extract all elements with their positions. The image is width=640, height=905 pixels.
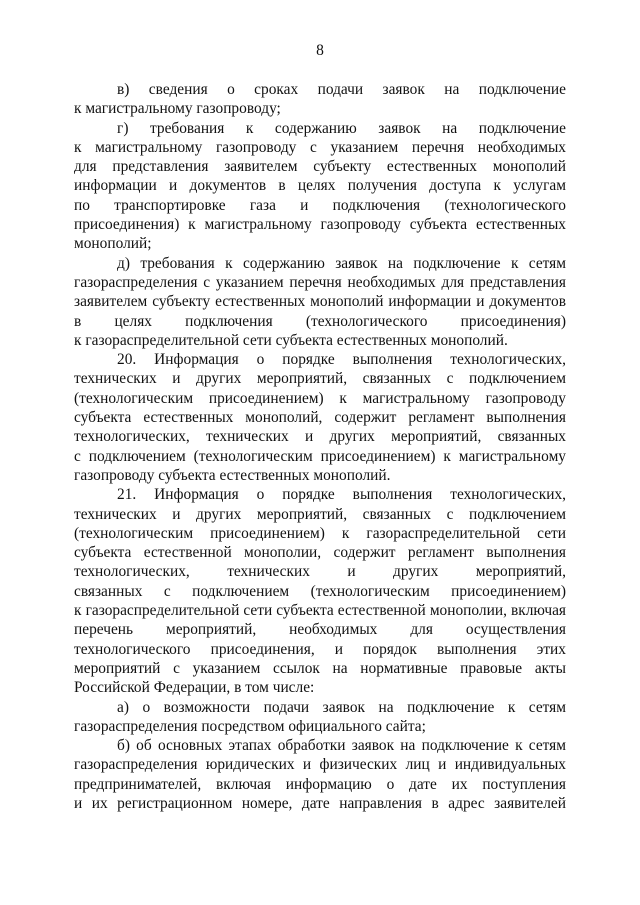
text-line: для представления заявителем субъекту естественных монополий	[74, 158, 566, 176]
text-line: монополий;	[74, 235, 152, 253]
text-line: в целях подключения (технологического присоединения)	[74, 312, 566, 330]
text-line: технологического присоединения, и порядок выполнения этих	[74, 640, 566, 658]
text-line: газопроводу субъекта естественных монополий.	[74, 466, 391, 484]
text-line: газораспределения посредством официального сайта;	[74, 717, 426, 735]
text-line: технических и других мероприятий, связанных с подключением	[74, 505, 566, 523]
text-line: 20. Информация о порядке выполнения технологических,	[117, 351, 566, 369]
text-line: Российской Федерации, в том числе:	[74, 679, 315, 697]
text-line: и их регистрационном номере, дате направления в адрес заявителей	[74, 794, 566, 812]
text-line: к газораспределительной сети субъекта естественных монополий.	[74, 331, 508, 349]
text-line: информации и документов в целях получения доступа к услугам	[74, 177, 566, 195]
text-line: к газораспределительной сети субъекта естественной монополии, включая	[74, 602, 566, 620]
text-line: предпринимателей, включая информацию о дате их поступления	[74, 775, 566, 793]
text-line: к магистральному газопроводу с указанием перечня необходимых	[74, 138, 566, 156]
text-line: (технологическим присоединением) к магистральному газопроводу	[74, 389, 566, 407]
text-line: в) сведения о сроках подачи заявок на подключение	[117, 81, 566, 98]
text-line: субъекта естественных монополий, содержит регламент выполнения	[74, 409, 566, 427]
text-line: г) требования к содержанию заявок на подключение	[117, 119, 566, 137]
text-line: с подключением (технологическим присоединением) к магистральному	[74, 447, 566, 465]
text-line: по транспортировке газа и подключения (технологического	[74, 196, 566, 214]
text-line: технологических, технических и других мероприятий, связанных	[74, 428, 566, 446]
text-line: субъекта естественной монополии, содержит регламент выполнения	[74, 544, 566, 562]
text-line: присоединения) к магистральному газопроводу субъекта естественных	[74, 216, 566, 234]
text-line: технологических, технических и других мероприятий,	[74, 563, 566, 581]
document-body	[74, 80, 566, 813]
text-line: д) требования к содержанию заявок на подключение к сетям	[117, 254, 566, 272]
text-line: перечень мероприятий, необходимых для осуществления	[74, 621, 566, 639]
page-number: 8	[316, 42, 324, 59]
text-line: б) об основных этапах обработки заявок на подключение к сетям	[117, 737, 566, 755]
text-line: 21. Информация о порядке выполнения технологических,	[117, 486, 566, 504]
text-line: связанных с подключением (технологическим присоединением)	[74, 582, 566, 600]
text-line: газораспределения с указанием перечня необходимых для представления	[74, 273, 566, 291]
text-line: (технологическим присоединением) к газораспределительной сети	[74, 524, 566, 542]
text-line: а) о возможности подачи заявок на подключение к сетям	[117, 698, 566, 716]
text-line: технических и других мероприятий, связанных с подключением	[74, 370, 566, 388]
text-line: мероприятий с указанием ссылок на нормативные правовые акты	[74, 659, 566, 677]
text-line: к магистральному газопроводу;	[74, 100, 281, 118]
text-line: газораспределения юридических и физических лиц и индивидуальных	[74, 756, 566, 774]
text-line: заявителем субъекту естественных монополий информации и документов	[74, 293, 566, 311]
